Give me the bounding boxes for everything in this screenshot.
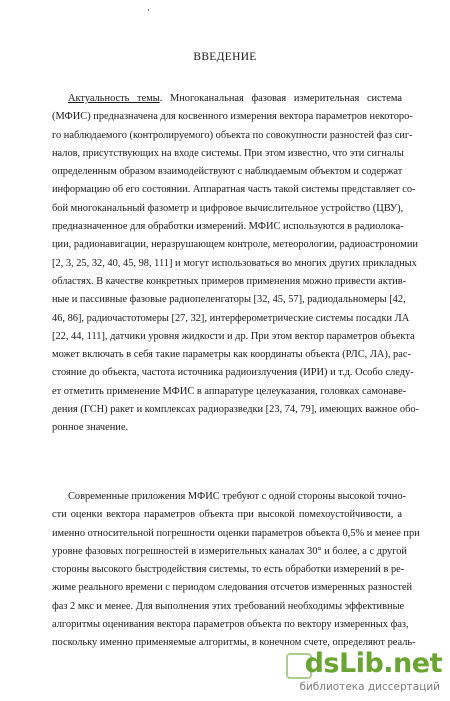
text-line: алгоритмы оценивания вектора параметров объекта по вектору измеренных фаз,	[52, 619, 409, 631]
watermark	[292, 649, 442, 693]
text-line: Современные приложения МФИС требуют с одной стороны высокой точно-	[68, 491, 406, 502]
text-line: областях. В качестве конкретных примеров применения можно привести актив-	[52, 275, 407, 287]
text-line: налов, присутствующих на входе системы. При этом известно, что эти сигналы	[52, 147, 404, 159]
text-line: может включать в себя такие параметры как координаты объекта (РЛС, ЛА), рас-	[52, 349, 411, 361]
text-line: информацию об его состоянии. Аппаратная часть такой системы представляет со-	[52, 184, 416, 196]
text-line: жиме реального времени с периодом следования отсчетов измеренных разностей	[52, 582, 413, 594]
text-line: [2, 3, 25, 32, 40, 45, 98, 111] и могут использоваться во многих других прикладных	[52, 257, 417, 269]
text-line: именно относительной погрешности оценки параметров объекта 0,5% и менее при	[52, 527, 420, 539]
paragraph-requirements	[52, 488, 420, 653]
text-line: (МФИС) предназначена для косвенного измерения вектора параметров некоторо-	[52, 111, 413, 123]
text-line: поскольку именно применяемые алгоритмы, в конечном счете, определяют реаль-	[52, 637, 416, 649]
scan-speck	[148, 9, 149, 11]
text-line: [22, 44, 111], датчики уровня жидкости и др. При этом вектор параметров объекта	[52, 330, 415, 342]
text-line: ет отметить применение МФИС в аппаратуре целеуказания, головках самонаве-	[52, 385, 407, 397]
text-line: го наблюдаемого (контролируемого) объекта по совокупности разностей фаз сиг-	[52, 129, 413, 141]
text-line: ронное значение.	[52, 422, 129, 434]
text-line: сти оценки вектора параметров объекта при высокой помехоустойчивости, а	[52, 509, 402, 521]
text-line: стояние до объекта, частота источника радиоизлучения (ИРИ) и т.д. Особо следу-	[52, 367, 414, 379]
text-line: определенным образом взаимодействуют с наблюдаемым объектом и содержат	[52, 166, 403, 178]
text-line: предназначенное для обработки измерений. МФИС используются в радиолока-	[52, 221, 404, 233]
watermark-subtitle: библиотека диссертаций	[299, 681, 440, 693]
text-line: уровне фазовых погрешностей в измерительных каналах 30° и более, а с другой	[52, 545, 407, 557]
text-line: фаз 2 мкс и менее. Для выполнения этих требований необходимы эффективные	[52, 600, 405, 612]
paragraph-relevance	[52, 90, 420, 438]
text-line: дения (ГСН) ракет и комплексах радиоразведки [23, 74, 79], имеющих важное обо-	[52, 404, 420, 416]
text-line: 46, 86], радиочастотомеры [27, 32], интерферометрические системы посадки ЛА	[52, 312, 410, 324]
page-heading: ВВЕДЕНИЕ	[193, 51, 257, 63]
text-line: ции, радионавигации, неразрушающем контроле, метеорологии, радиоастрономии	[52, 239, 418, 251]
watermark-logo: dsLib.net	[304, 648, 442, 679]
text-line: ные и пассивные фазовые радиопеленгаторы [32, 45, 57], радиодальномеры [42,	[52, 294, 406, 306]
text-line: Актуальность темы. Многоканальная фазовая измерительная система	[68, 93, 402, 104]
text-line: бой многоканальный фазометр и цифровое вычислительное устройство (ЦВУ),	[52, 202, 404, 214]
section-label: Актуальность темы	[68, 93, 160, 104]
text-line: стороны высокого быстродействия системы, то есть обработки измерений в ре-	[52, 564, 405, 576]
